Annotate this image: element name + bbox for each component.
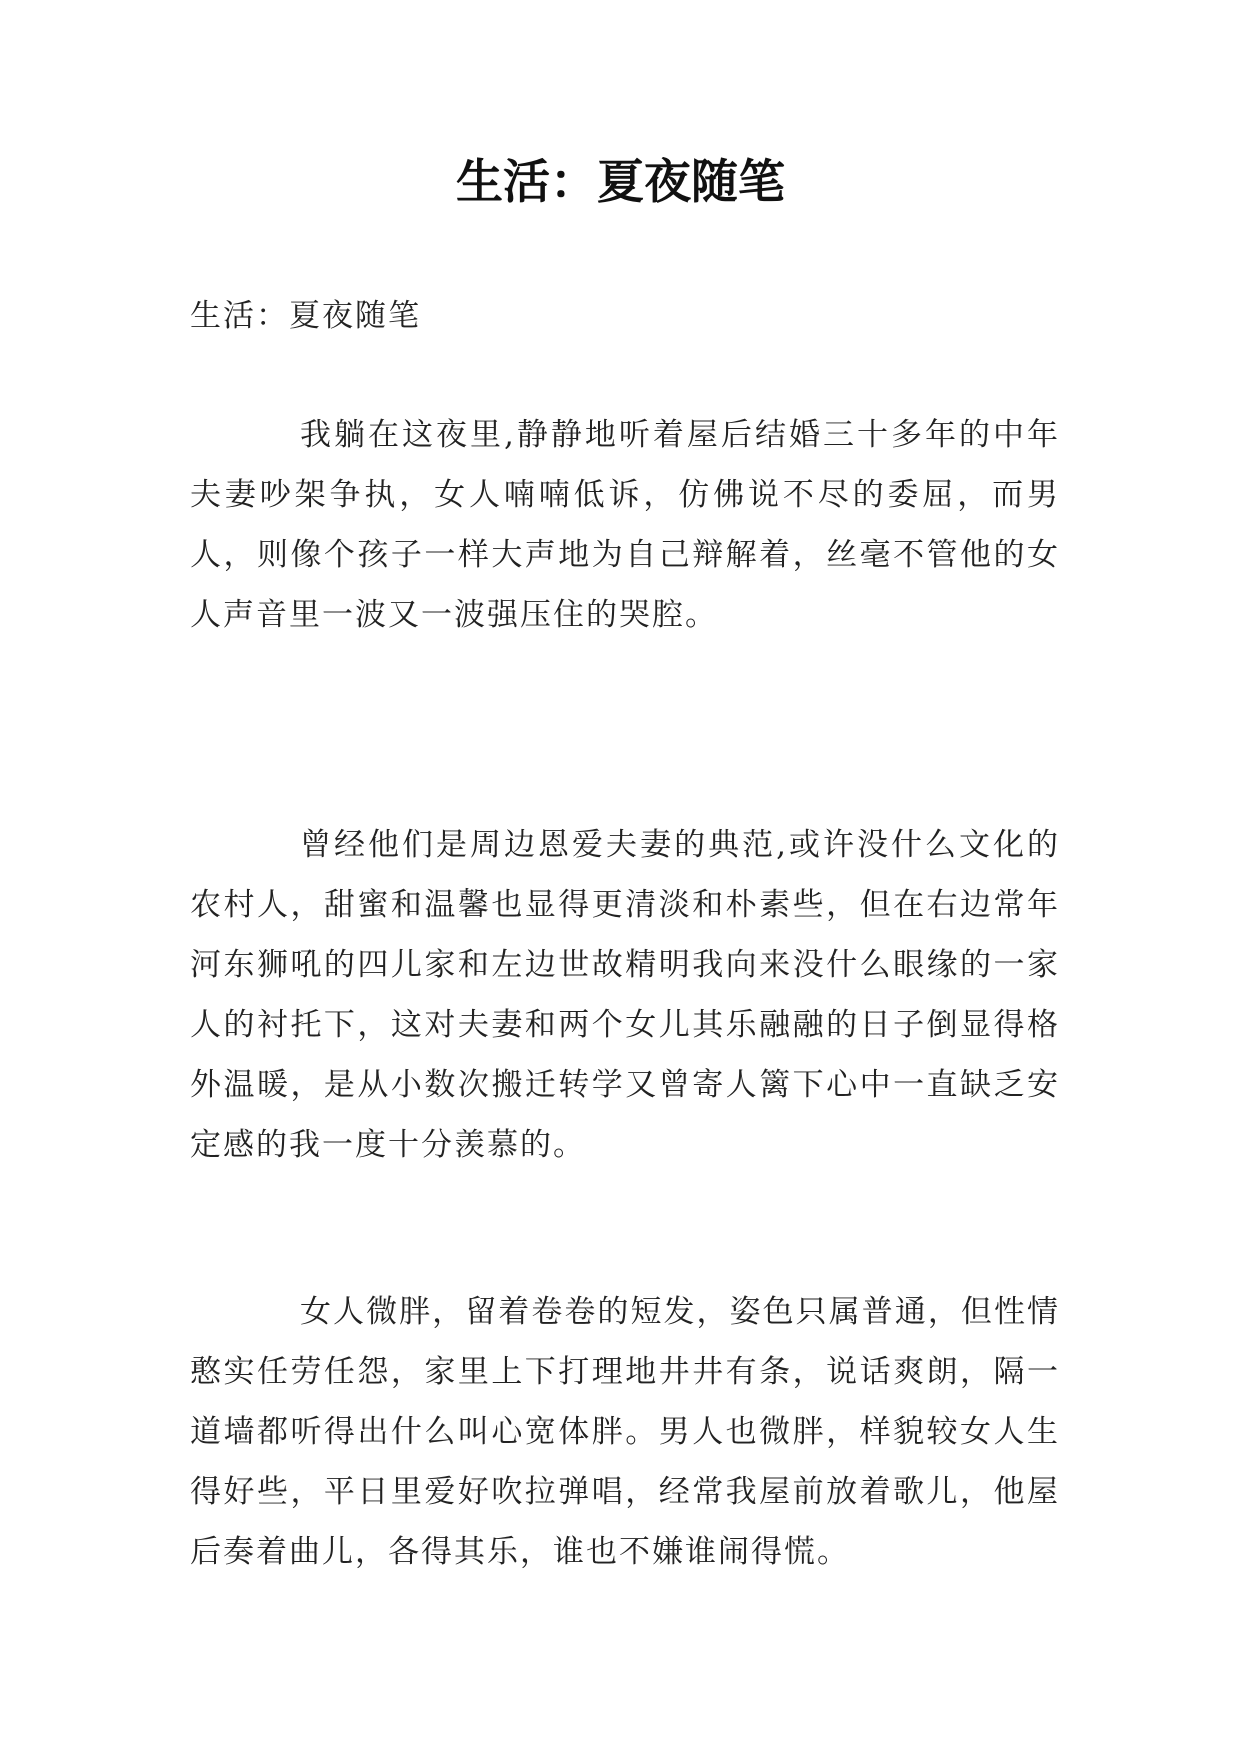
- paragraph-2: 曾经他们是周边恩爱夫妻的典范,或许没什么文化的农村人，甜蜜和温馨也显得更清淡和朴素些，但在右边常年河东狮吼的四儿家和左边世故精明我向来没什么眼缘的一家人的衬托下，这对夫妻和两个女儿其乐融融的日子倒显得格外温暖，是从小数次搬迁转学又曾寄人篱下心中一直缺乏安定感的我一度十分羡慕的。: [190, 827, 1060, 1163]
- paragraph-3: 女人微胖，留着卷卷的短发，姿色只属普通，但性情憨实任劳任怨，家里上下打理地井井有条，说话爽朗，隔一道墙都听得出什么叫心宽体胖。男人也微胖，样貌较女人生得好些，平日里爱好吹拉弹唱，经常我屋前放着歌儿，他屋后奏着曲儿，各得其乐，谁也不嫌谁闹得慌。: [190, 1294, 1060, 1570]
- paragraph-1: 我躺在这夜里,静静地听着屋后结婚三十多年的中年夫妻吵架争执，女人喃喃低诉，仿佛说不尽的委屈，而男人，则像个孩子一样大声地为自己辩解着，丝毫不管他的女人声音里一波又一波强压住的哭腔。: [190, 417, 1060, 633]
- document-title: 生活：夏夜随笔: [456, 155, 785, 210]
- document-subtitle: 生活：夏夜随笔: [190, 298, 421, 334]
